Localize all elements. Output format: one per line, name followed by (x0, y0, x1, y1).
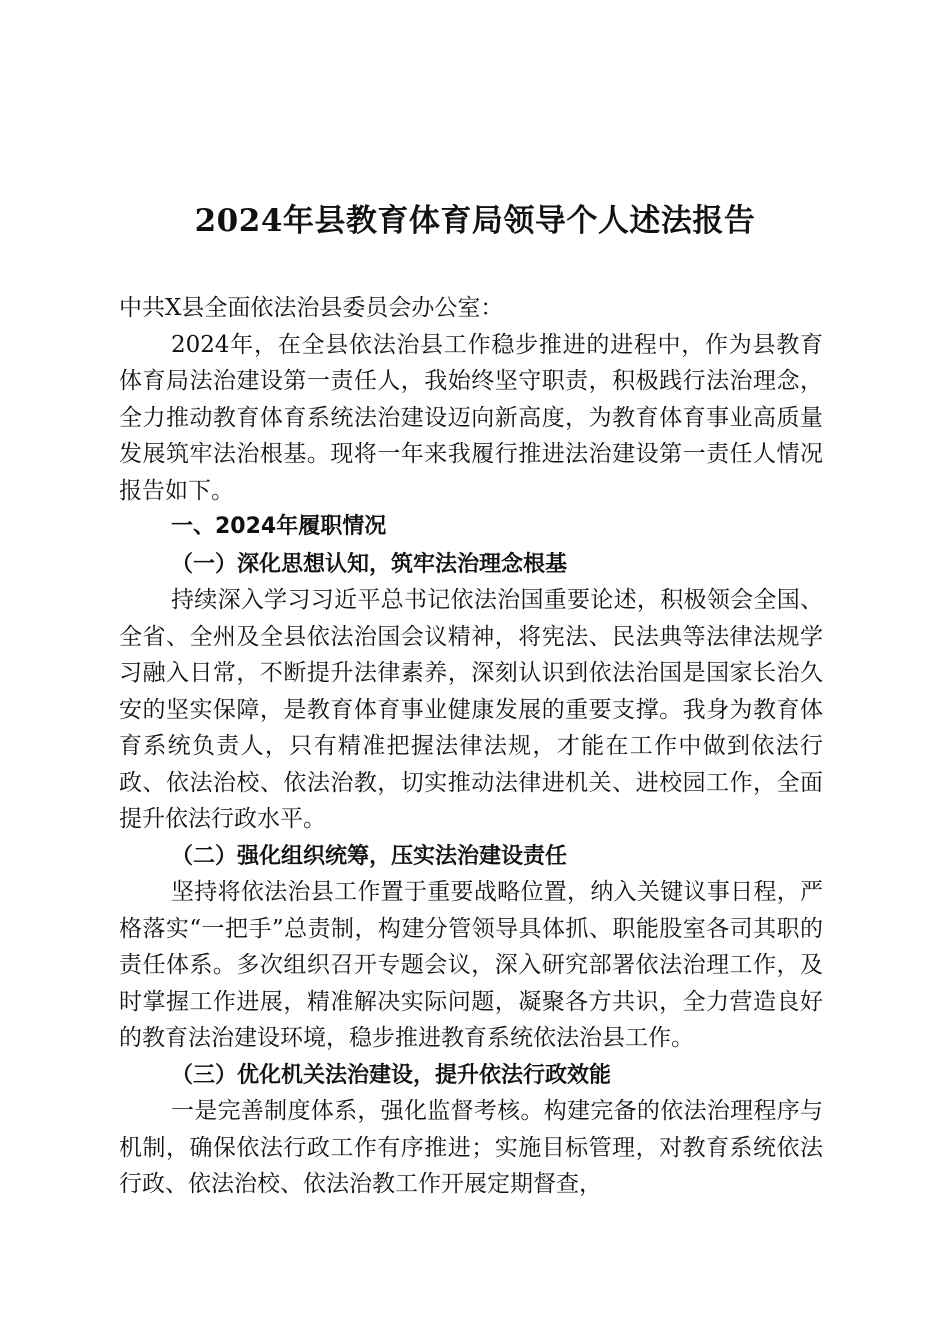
subsection-heading-2: （二）强化组织统筹，压实法治建设责任 (171, 842, 568, 869)
addressee: 中共X县全面依法治县委员会办公室： (119, 295, 504, 321)
intro-paragraph: 2024年，在全县依法治县工作稳步推进的进程中，作为县教育体育局法治建设第一责任人，我始终坚守职责，积极践行法治理念，全力推动教育体育系统法治建设迈向新高度，为教育体育事业高质量发展筑牢法治根基。现将一年来我履行推进法治建设第一责任人情况报告如下。 (119, 331, 823, 504)
document-title: 2024年县教育体育局领导个人述法报告 (194, 203, 756, 239)
subsection-2-paragraph: 坚持将依法治县工作置于重要战略位置，纳入关键议事日程，严格落实“一把手”总责制，构建分管领导具体抓、职能股室各司其职的责任体系。多次组织召开专题会议，深入研究部署依法治理工作，及时掌握工作进展，精准解决实际问题，凝聚各方共识，全力营造良好的教育法治建设环境，稳步推进教育系统依法治县工作。 (119, 879, 823, 1051)
document-body (119, 290, 823, 1203)
subsection-heading-1: （一）深化思想认知，筑牢法治理念根基 (171, 550, 568, 577)
section-heading-1: 一、2024年履职情况 (171, 514, 387, 539)
subsection-1-paragraph: 持续深入学习习近平总书记依法治国重要论述，积极领会全国、全省、全州及全县依法治国会议精神，将宪法、民法典等法律法规学习融入日常，不断提升法律素养，深刻认识到依法治国是国家长治久安的坚实保障，是教育体育事业健康发展的重要支撑。我身为教育体育系统负责人，只有精准把握法律法规，才能在工作中做到依法行政、依法治校、依法治教，切实推动法律进机关、进校园工作，全面提升依法行政水平。 (119, 587, 823, 832)
subsection-3-paragraph: 一是完善制度体系，强化监督考核。构建完备的依法治理程序与机制，确保依法行政工作有序推进；实施目标管理，对教育系统依法行政、依法治校、依法治教工作开展定期督查， (119, 1098, 823, 1197)
subsection-heading-3: （三）优化机关法治建设，提升依法行政效能 (171, 1061, 612, 1088)
